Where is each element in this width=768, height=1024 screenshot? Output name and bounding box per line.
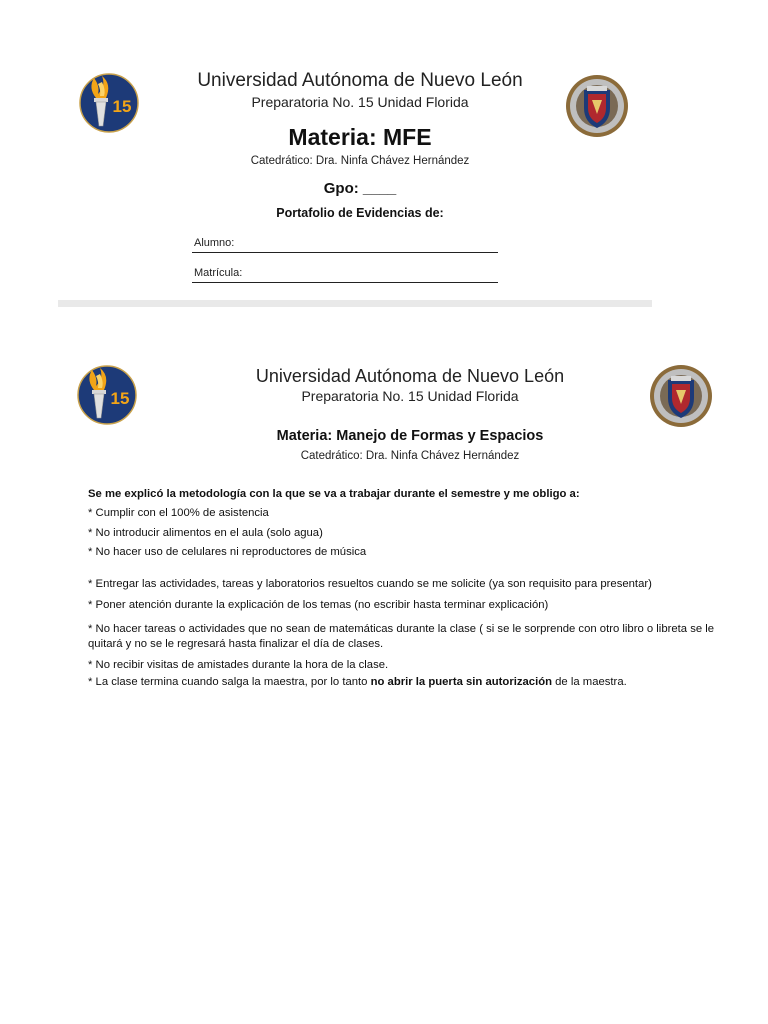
- svg-text:15: 15: [112, 97, 132, 116]
- portfolio-heading: Portafolio de Evidencias de:: [276, 206, 444, 220]
- university-shield-icon: [646, 364, 716, 428]
- student-name-field[interactable]: [192, 232, 498, 253]
- school-name: Preparatoria No. 15 Unidad Florida: [251, 94, 469, 110]
- university-name: Universidad Autónoma de Nuevo León: [197, 70, 523, 91]
- rule-item: * No introducir alimentos en el aula (solo agua): [88, 527, 323, 539]
- prepa-15-logo-icon: [72, 72, 142, 136]
- section-divider: [58, 300, 652, 307]
- prepa-15-logo-icon: [70, 364, 140, 428]
- group-field: Gpo: ____: [323, 180, 397, 197]
- rule-item-last: [88, 675, 728, 690]
- rule-item: * No hacer uso de celulares ni reproductores de música: [88, 546, 367, 558]
- student-name-label: Alumno:: [194, 237, 235, 249]
- teacher-name: Catedrático: Dra. Ninfa Chávez Hernández: [250, 155, 470, 167]
- university-name: Universidad Autónoma de Nuevo León: [255, 366, 565, 386]
- rule-item: * Cumplir con el 100% de asistencia: [88, 507, 269, 519]
- university-shield-icon: [562, 74, 632, 138]
- student-id-field[interactable]: [192, 262, 498, 283]
- rule-item: * No recibir visitas de amistades durante la hora de la clase.: [88, 659, 389, 671]
- rule-item: * Entregar las actividades, tareas y laboratorios resueltos cuando se me solicite (ya son requisito para presentar): [88, 578, 652, 590]
- rule-text-end: de la maestra.: [552, 676, 627, 688]
- rule-text: * La clase termina cuando salga la maestra, por lo tanto: [88, 676, 371, 688]
- subject-title: Materia: MFE: [288, 124, 432, 150]
- rules-intro: Se me explicó la metodología con la que se va a trabajar durante el semestre y me obligo a:: [88, 488, 580, 500]
- teacher-name: Catedrático: Dra. Ninfa Chávez Hernández: [300, 450, 520, 462]
- rule-item: * No hacer tareas o actividades que no sean de matemáticas durante la clase ( si se le sorprende con otro libro o libreta se le quitará y no se le regresará hasta finalizar el día de clases.: [88, 623, 715, 650]
- subject-title: Materia: Manejo de Formas y Espacios: [276, 428, 544, 444]
- school-name: Preparatoria No. 15 Unidad Florida: [301, 388, 519, 404]
- student-id-label: Matrícula:: [194, 267, 243, 279]
- svg-text:15: 15: [110, 389, 130, 408]
- rule-emphasis: no abrir la puerta sin autorización: [370, 676, 553, 688]
- rule-item: * Poner atención durante la explicación de los temas (no escribir hasta terminar explicación): [88, 599, 549, 611]
